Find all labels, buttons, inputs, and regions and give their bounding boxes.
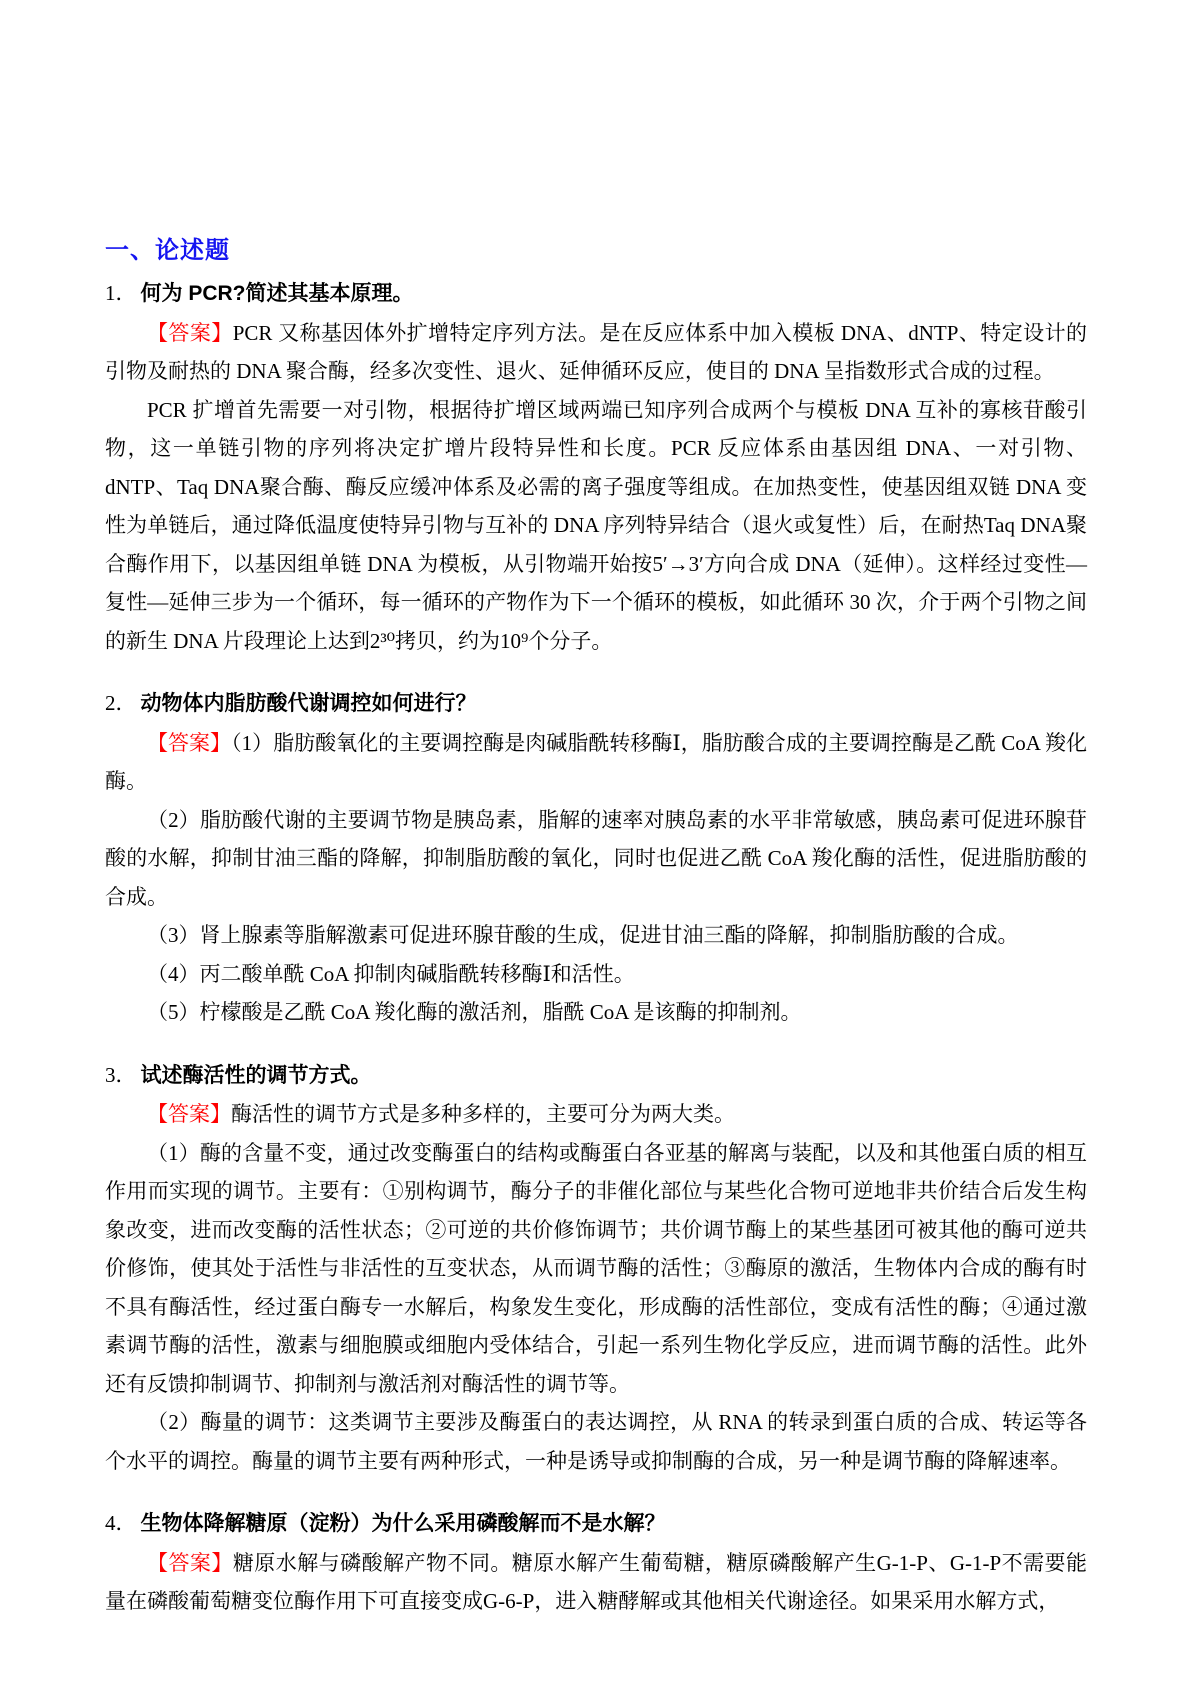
- paragraph-text: （3）肾上腺素等脂解激素可促进环腺苷酸的生成，促进甘油三酯的降解，抑制脂肪酸的合成。: [147, 923, 1019, 947]
- paragraph-text: （5）柠檬酸是乙酰 CoA 羧化酶的激活剂，脂酰 CoA 是该酶的抑制剂。: [147, 1000, 802, 1024]
- paragraph-text: 糖原水解与磷酸解产物不同。糖原水解产生葡萄糖，糖原磷酸解产生G-1-P、G-1-P不需要能量在磷酸葡萄糖变位酶作用下可直接变成G-6-P，进入糖酵解或其他相关代谢途径。如果采用水解方式，: [105, 1550, 1087, 1613]
- paragraph-text: （1）脂肪酸氧化的主要调控酶是肉碱脂酰转移酶Ⅰ，脂肪酸合成的主要调控酶是乙酰 CoA 羧化酶。: [105, 730, 1087, 793]
- paragraph-text: （1）酶的含量不变，通过改变酶蛋白的结构或酶蛋白各亚基的解离与装配，以及和其他蛋白质的相互作用而实现的调节。主要有：①别构调节，酶分子的非催化部位与某些化合物可逆地非共价结合后发生构象改变，进而改变酶的活性状态；②可逆的共价修饰调节；共价调节酶上的某些基团可被其他的酶可逆共价修饰，使其处于活性与非活性的互变状态，从而调节酶的活性；③酶原的激活，生物体内合成的酶有时不具有酶活性，经过蛋白酶专一水解后，构象发生变化，形成酶的活性部位，变成有活性的酶；④通过激素调节酶的活性，激素与细胞膜或细胞内受体结合，引起一系列生物化学反应，进而调节酶的活性。此外还有反馈抑制调节、抑制剂与激活剂对酶活性的调节等。: [105, 1140, 1087, 1396]
- question-title-text: 动物体内脂肪酸代谢调控如何进行？: [140, 692, 477, 715]
- answer-label: 【答案】: [147, 730, 232, 755]
- paragraph: [105, 724, 1087, 801]
- paragraph-text: 酶活性的调节方式是多种多样的，主要可分为两大类。: [231, 1102, 735, 1126]
- paragraph: [105, 916, 1087, 955]
- question-block: [105, 1504, 1087, 1621]
- answer-label: 【答案】: [147, 1102, 231, 1126]
- question-title: [105, 684, 1087, 724]
- question-title: [105, 1056, 1087, 1096]
- question-block: [105, 684, 1087, 1032]
- question-number: 3．: [105, 1062, 137, 1087]
- paragraph-text: PCR 又称基因体外扩增特定序列方法。是在反应体系中加入模板 DNA、dNTP、特定设计的引物及耐热的 DNA 聚合酶，经多次变性、退火、延伸循环反应，使目的 DNA 呈指数形式合成的过程。: [105, 320, 1088, 383]
- question-number: 1．: [105, 281, 137, 305]
- question-number: 4．: [105, 1511, 137, 1535]
- question-block: [105, 274, 1087, 660]
- paragraph-text: （2）脂肪酸代谢的主要调节物是胰岛素，脂解的速率对胰岛素的水平非常敏感，胰岛素可促进环腺苷酸的水解，抑制甘油三酯的降解，抑制脂肪酸的氧化，同时也促进乙酰 CoA 羧化酶的活性，促进脂肪酸的合成。: [105, 807, 1087, 909]
- paragraph: [105, 1544, 1087, 1621]
- question-title-text: 生物体降解糖原（淀粉）为什么采用磷酸解而不是水解？: [140, 1512, 666, 1535]
- paragraph-text: （4）丙二酸单酰 CoA 抑制肉碱脂酰转移酶Ⅰ和活性。: [147, 961, 635, 986]
- question-title: [105, 274, 1087, 314]
- question-number: 2．: [105, 691, 137, 715]
- question-title: [105, 1504, 1087, 1544]
- paragraph: [105, 993, 1087, 1032]
- paragraph-text: PCR 扩增首先需要一对引物，根据待扩增区域两端已知序列合成两个与模板 DNA 互补的寡核苷酸引物，这一单链引物的序列将决定扩增片段特异性和长度。PCR 反应体系由基因组 DNA、一对引物、dNTP、Taq DNA聚合酶、酶反应缓冲体系及必需的离子强度等组成。在加热变性，使基因组双链 DNA 变性为单链后，通过降低温度使特异引物与互补的 DNA 序列特异结合（退火或复性）后，在耐热Taq DNA聚合酶作用下，以基因组单链 DNA 为模板，从引物端开始按5′→3′方向合成 DNA（延伸）。这样经过变性—复性—延伸三步为一个循环，每一循环的产物作为下一个循环的模板，如此循环 30 次，介于两个引物之间的新生 DNA 片段理论上达到2³⁰拷贝，约为10⁹个分子。: [105, 397, 1087, 653]
- section-title: 一、论述题: [105, 237, 230, 264]
- paragraph: [105, 391, 1087, 661]
- paragraph: [105, 1134, 1087, 1404]
- paragraph: [105, 801, 1087, 917]
- question-list: [105, 274, 1087, 1621]
- question-title-text: 何为 PCR?简述其基本原理。: [140, 282, 414, 305]
- paragraph: [105, 1095, 1087, 1134]
- question-block: [105, 1056, 1087, 1481]
- paragraph: [105, 314, 1087, 391]
- answer-label: 【答案】: [147, 320, 233, 345]
- answer-label: 【答案】: [147, 1550, 233, 1575]
- paragraph-text: （2）酶量的调节：这类调节主要涉及酶蛋白的表达调控，从 RNA 的转录到蛋白质的合成、转运等各个水平的调控。酶量的调节主要有两种形式，一种是诱导或抑制酶的合成，另一种是调节酶的降解速率。: [105, 1410, 1087, 1473]
- paragraph: [105, 955, 1087, 994]
- question-title-text: 试述酶活性的调节方式。: [140, 1063, 372, 1087]
- paragraph: [105, 1403, 1087, 1480]
